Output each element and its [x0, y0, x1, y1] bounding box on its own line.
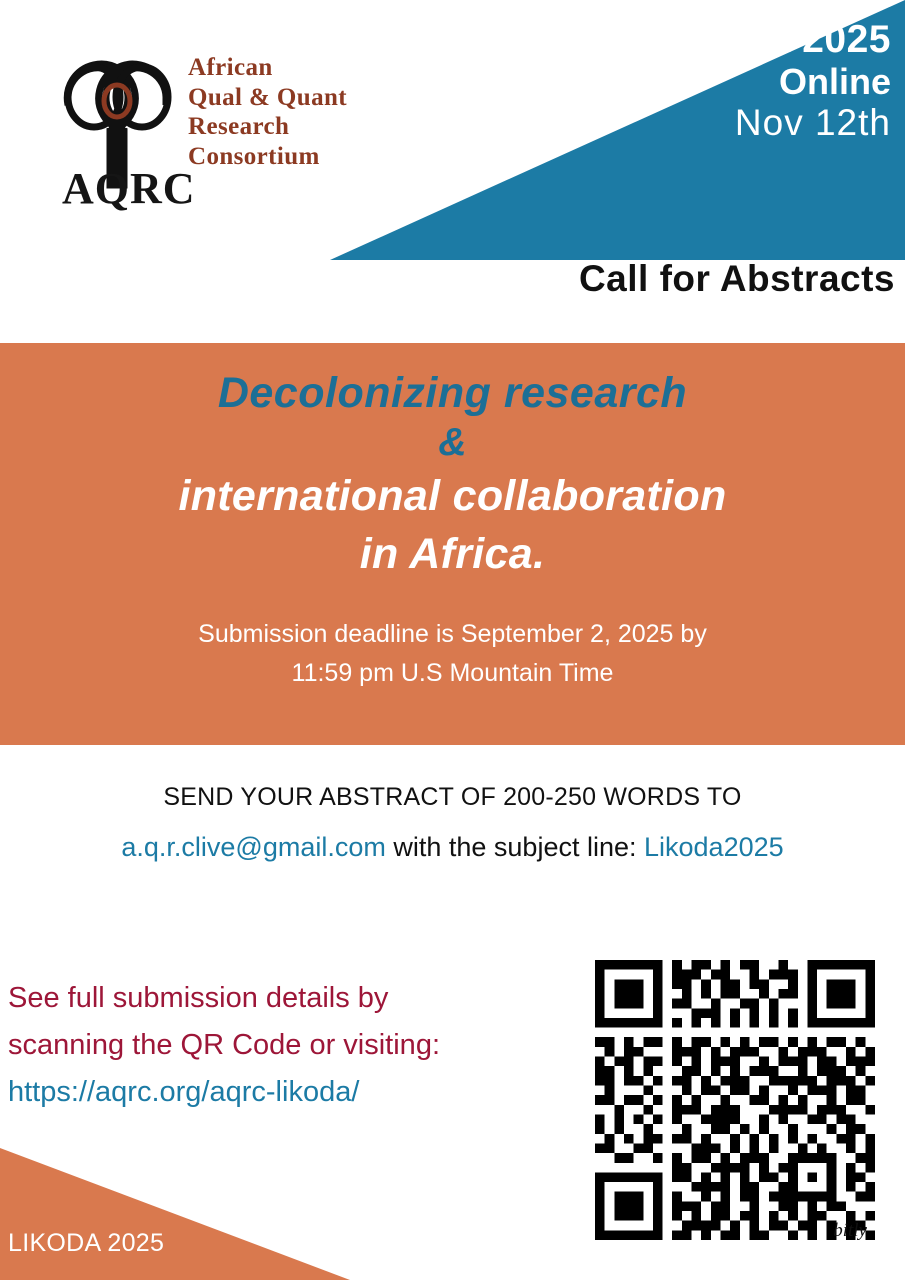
event-mode: Online [778, 60, 891, 102]
logo-wordmark [188, 53, 347, 171]
logo-word-african: African [188, 54, 273, 81]
qr-instruction-line2: scanning the QR Code or visiting: [8, 1028, 440, 1061]
theme-banner [0, 343, 905, 745]
logo-acronym: AQRC [62, 164, 196, 213]
submission-deadline [0, 615, 905, 693]
theme-title-ampersand: & [438, 421, 467, 465]
poster-header [0, 0, 905, 340]
submission-email[interactable]: a.q.r.clive@gmail.com [121, 832, 386, 862]
subject-line-value: Likoda2025 [644, 832, 784, 862]
call-for-abstracts-heading: Call for Abstracts [578, 258, 895, 299]
deadline-line2: 11:59 pm U.S Mountain Time [291, 658, 614, 687]
submission-details-url[interactable]: https://aqrc.org/aqrc-likoda/ [8, 1075, 360, 1108]
logo-word-consortium: Consortium [188, 142, 320, 170]
theme-title-line1: Decolonizing research [217, 369, 688, 417]
theme-title-line2: international collaboration [178, 472, 727, 521]
qr-instruction-line1: See full submission details by [8, 982, 389, 1014]
logo-word-research: Research [188, 113, 290, 140]
event-title: LIKODA 2025 [639, 18, 891, 61]
email-instruction-line [0, 832, 905, 863]
aqrc-logo [40, 45, 410, 215]
theme-title-line3: in Africa. [359, 530, 546, 579]
logo-word-qualquant: Qual & Quant [188, 83, 347, 111]
footer-orange-wedge [0, 1148, 350, 1280]
footer-event-label: LIKODA 2025 [8, 1229, 165, 1257]
qr-instructions [8, 975, 578, 1116]
abstract-instruction: SEND YOUR ABSTRACT OF 200-250 WORDS TO [163, 783, 742, 811]
qr-brand-label: bitly [833, 1220, 867, 1241]
submission-instructions [0, 783, 905, 863]
event-info-block [640, 18, 891, 143]
event-date: Nov 12th [734, 101, 891, 143]
qr-code[interactable] [595, 960, 875, 1240]
subject-line-text: with the subject line: [385, 832, 644, 862]
deadline-line1: Submission deadline is September 2, 2025 by [198, 620, 707, 649]
